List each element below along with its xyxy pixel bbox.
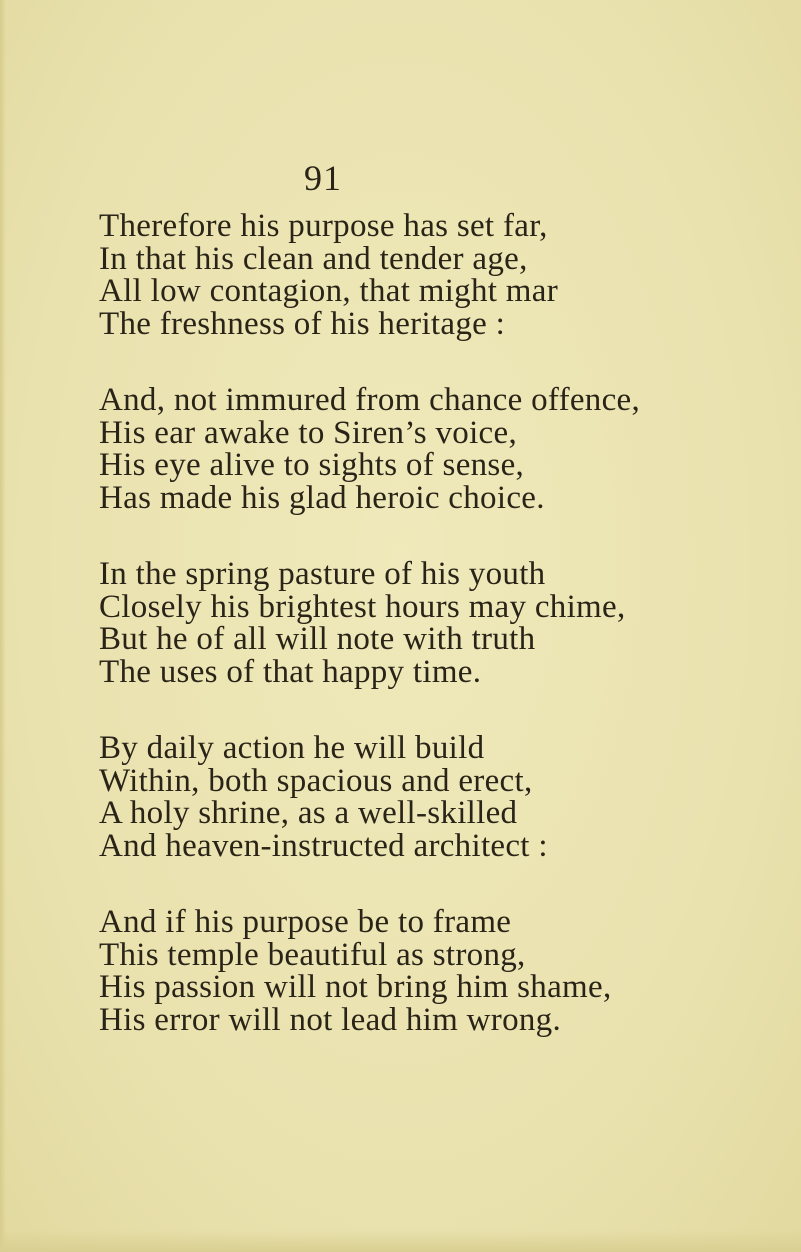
stanza-3 (99, 558, 779, 688)
poem-line: The freshness of his heritage : (99, 305, 506, 342)
stanza-5 (99, 906, 779, 1036)
poem-line: The uses of that happy time. (99, 653, 482, 690)
poem-line: But he of all will note with truth (99, 621, 536, 657)
stanza-2 (99, 384, 779, 514)
page-edge-left (0, 0, 6, 1252)
poem-line: Therefore his purpose has set far, (99, 208, 548, 244)
poem-line: And, not immured from chance offence, (99, 382, 641, 418)
poem-line: Within, both spacious and erect, (99, 762, 533, 799)
stanza-4 (99, 732, 779, 862)
poem-line: Closely his brightest hours may chime, (99, 588, 626, 625)
page-edge-bottom (0, 1230, 801, 1252)
stanza-1 (99, 210, 779, 340)
poem-line: His error will not lead him wrong. (99, 1001, 562, 1038)
poem-line: In the spring pasture of his youth (99, 556, 546, 592)
poem-line: In that his clean and tender age, (99, 240, 528, 277)
poem-line: This temple beautiful as strong, (99, 936, 526, 973)
poem-line: His passion will not bring him shame, (99, 969, 612, 1005)
poem-line: By daily action he will build (99, 730, 485, 766)
poem-line: Has made his glad heroic choice. (99, 479, 545, 516)
poem-line: And if his purpose be to frame (99, 904, 512, 940)
poem-line: And heaven-instructed architect : (99, 827, 548, 864)
poem-line: A holy shrine, as a well-skilled (99, 795, 518, 831)
poem (99, 210, 779, 1080)
poem-line: His eye alive to sights of sense, (99, 447, 525, 483)
poem-line: His ear awake to Siren’s voice, (99, 414, 517, 451)
poem-line: All low contagion, that might mar (99, 273, 558, 309)
page-number: 91 (304, 158, 342, 198)
